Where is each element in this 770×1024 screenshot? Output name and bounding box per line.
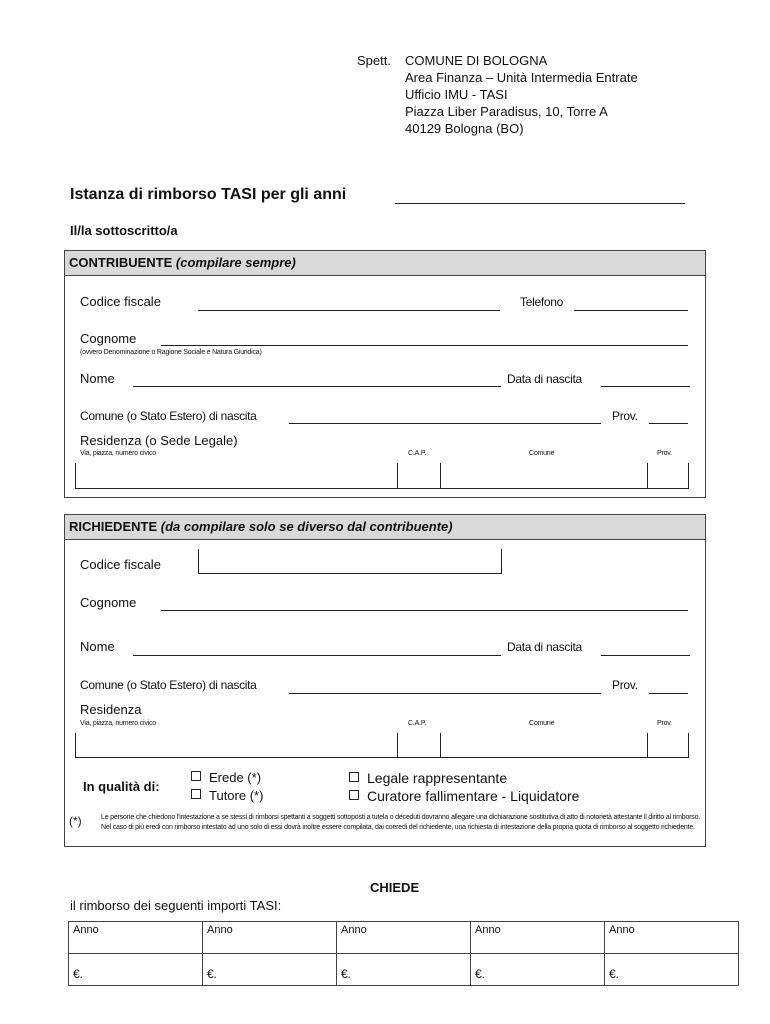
importi-table xyxy=(68,921,739,986)
via-label: Via, piazza, numero civico xyxy=(80,720,156,727)
data-nascita-label: Data di nascita xyxy=(507,640,582,654)
checkbox[interactable] xyxy=(349,790,359,800)
anno-cell[interactable]: Anno xyxy=(605,922,739,954)
cap-label: C.A.P. xyxy=(408,720,427,727)
anno-cell[interactable]: Anno xyxy=(337,922,471,954)
table-row xyxy=(69,954,739,986)
telefono-label: Telefono xyxy=(520,295,563,309)
telefono-field[interactable] xyxy=(574,310,688,311)
prov-label: Prov. xyxy=(612,678,638,692)
prov-field[interactable] xyxy=(649,693,688,694)
rimborso-intro: il rimborso dei seguenti importi TASI: xyxy=(70,898,282,913)
anno-cell[interactable]: Anno xyxy=(471,922,605,954)
euro-cell[interactable]: €. xyxy=(471,954,605,986)
field-divider xyxy=(75,463,76,488)
checkbox[interactable] xyxy=(349,772,359,782)
anno-cell[interactable]: Anno xyxy=(203,922,337,954)
codice-fiscale-field[interactable] xyxy=(198,549,502,574)
checkbox[interactable] xyxy=(191,771,201,781)
recipient-line: 40129 Bologna (BO) xyxy=(405,121,524,136)
note-text: Le persone che chiedono l'intestazione a se stessi di rimborsi spettanti a soggetti sottoposti a tutela o deceduti dovranno allegare una dichiarazione sostitutiva di atto di notorietà attestante il diritto al rimborso. Nel caso di più eredi con rimborso intestato ad uno solo di essi dovrà inoltre essere compilata, dai coeredi del richiedente, una richiesta di intestazione della propria quota di rimborso al soggetto richiedente. xyxy=(101,814,701,831)
qualita-label: In qualità di: xyxy=(83,779,160,794)
cognome-field[interactable] xyxy=(161,345,688,346)
table-row xyxy=(69,922,739,954)
recipient-line: Area Finanza – Unità Intermedia Entrate xyxy=(405,70,638,85)
cognome-field[interactable] xyxy=(161,610,688,611)
data-nascita-field[interactable] xyxy=(601,386,690,387)
cognome-label: Cognome xyxy=(80,331,137,346)
cognome-label: Cognome xyxy=(80,595,137,610)
cognome-note: (ovvero Denominazione o Ragione Sociale e Natura Giuridica) xyxy=(80,349,262,356)
prov-label: Prov. xyxy=(612,409,638,423)
comune-nascita-label: Comune (o Stato Estero) di nascita xyxy=(80,678,257,692)
note-mark: (*) xyxy=(69,814,82,828)
recipient-prefix: Spett. xyxy=(357,53,391,68)
via-label: Via, piazza, numero civico xyxy=(80,450,156,457)
page-title: Istanza di rimborso TASI per gli anni xyxy=(70,186,347,203)
field-divider xyxy=(647,463,648,488)
recipient-line: COMUNE DI BOLOGNA xyxy=(405,53,548,68)
residenza-field[interactable] xyxy=(75,488,689,489)
checkbox[interactable] xyxy=(191,789,201,799)
comune-label: Comune xyxy=(529,720,555,727)
field-divider xyxy=(440,463,441,488)
option-tutore[interactable]: Tutore (*) xyxy=(191,788,263,803)
option-curatore[interactable]: Curatore fallimentare - Liquidatore xyxy=(349,788,579,804)
nome-label: Nome xyxy=(80,371,115,386)
recipient-line: Ufficio IMU - TASI xyxy=(405,87,508,102)
field-divider xyxy=(397,733,398,757)
data-nascita-label: Data di nascita xyxy=(507,372,582,386)
euro-cell[interactable]: €. xyxy=(69,954,203,986)
comune-nascita-field[interactable] xyxy=(289,693,601,694)
field-divider xyxy=(688,733,689,757)
field-divider xyxy=(688,463,689,488)
field-divider xyxy=(397,463,398,488)
subtitle: Il/la sottoscritto/a xyxy=(70,223,178,238)
nome-label: Nome xyxy=(80,639,115,654)
option-erede[interactable]: Erede (*) xyxy=(191,770,261,785)
richiedente-section xyxy=(64,514,706,847)
nome-field[interactable] xyxy=(133,655,501,656)
comune-nascita-label: Comune (o Stato Estero) di nascita xyxy=(80,409,257,423)
option-legale[interactable]: Legale rappresentante xyxy=(349,770,507,786)
field-divider xyxy=(75,733,76,757)
field-divider xyxy=(440,733,441,757)
nome-field[interactable] xyxy=(133,386,501,387)
cap-label: C.A.P. xyxy=(408,450,427,457)
codice-fiscale-label: Codice fiscale xyxy=(80,294,161,309)
field-divider xyxy=(647,733,648,757)
chiede-heading: CHIEDE xyxy=(370,880,420,895)
comune-label: Comune xyxy=(529,450,555,457)
codice-fiscale-label: Codice fiscale xyxy=(80,557,161,572)
anni-field[interactable] xyxy=(395,203,685,204)
anno-cell[interactable]: Anno xyxy=(69,922,203,954)
codice-fiscale-field[interactable] xyxy=(198,310,500,311)
residenza-label: Residenza xyxy=(80,702,142,717)
data-nascita-field[interactable] xyxy=(601,655,690,656)
contribuente-section xyxy=(64,250,706,498)
residenza-field[interactable] xyxy=(75,757,689,758)
euro-cell[interactable]: €. xyxy=(203,954,337,986)
prov-short-label: Prov. xyxy=(657,720,672,727)
euro-cell[interactable]: €. xyxy=(605,954,739,986)
euro-cell[interactable]: €. xyxy=(337,954,471,986)
contribuente-heading: CONTRIBUENTE (compilare sempre) xyxy=(65,251,705,276)
prov-field[interactable] xyxy=(649,423,688,424)
prov-short-label: Prov. xyxy=(657,450,672,457)
recipient-line: Piazza Liber Paradisus, 10, Torre A xyxy=(405,104,608,119)
comune-nascita-field[interactable] xyxy=(289,423,601,424)
richiedente-heading: RICHIEDENTE (da compilare solo se diverso dal contribuente) xyxy=(65,515,705,540)
residenza-label: Residenza (o Sede Legale) xyxy=(80,433,238,448)
